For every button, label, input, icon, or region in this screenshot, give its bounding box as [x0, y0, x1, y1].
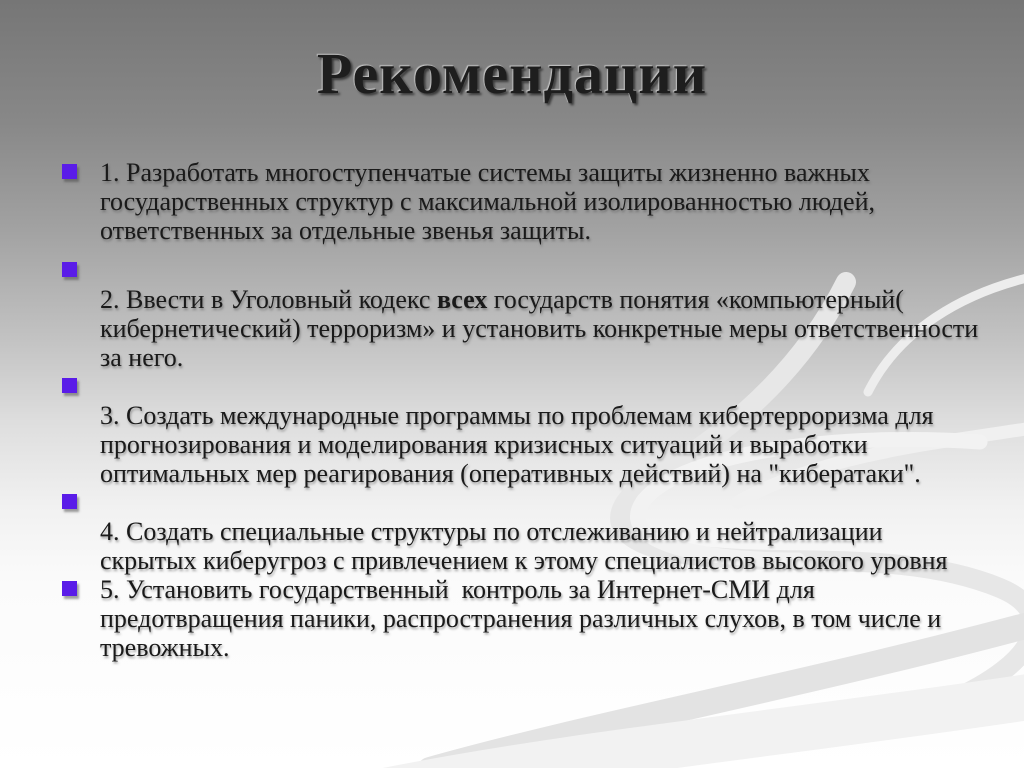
bullet-item-2-text-end: государств понятия «компьютерный( кибернетический) терроризм» и установить конкретные меры ответственности за него. — [100, 285, 985, 372]
bullet-item-4 — [60, 488, 988, 575]
bullet-item-2-text-start: 2. Ввести в Уголовный кодекс — [100, 285, 437, 314]
bullet-marker — [62, 581, 77, 596]
bullet-marker — [62, 378, 77, 393]
bullet-marker — [62, 262, 77, 277]
bullet-item-2-text-bold: всех — [436, 285, 488, 314]
bullet-item-2 — [60, 256, 988, 372]
bullet-item-2-text — [100, 256, 985, 372]
bullet-item-3-text: 3. Создать международные программы по проблемам кибертерроризма для прогнозирования и моделирования кризисных ситуаций и выработки оптимальных мер реагирования (оперативных действий) на "кибератаки". — [100, 401, 941, 488]
bullet-item-3 — [60, 372, 988, 488]
bullet-list — [60, 158, 988, 662]
bullet-item-1-text: 1. Разработать многоступенчатые системы защиты жизненно важных государственных структур с максимальной изолированностью людей, ответственных за отдельные звенья защиты. — [100, 158, 882, 245]
bullet-marker — [62, 494, 77, 509]
bullet-item-5 — [60, 575, 988, 662]
bullet-item-5-text: 5. Установить государственный контроль за Интернет-СМИ для предотвращения паники, распространения различных слухов, в том числе и тревожных. — [100, 575, 948, 662]
slide-title: Рекомендации — [316, 41, 708, 106]
bullet-marker — [62, 164, 77, 179]
bullet-item-1 — [60, 158, 988, 245]
bullet-item-4-text: 4. Создать специальные структуры по отслеживанию и нейтрализации скрытых киберугроз с привлечением к этому специалистов высокого уровня — [100, 517, 948, 575]
